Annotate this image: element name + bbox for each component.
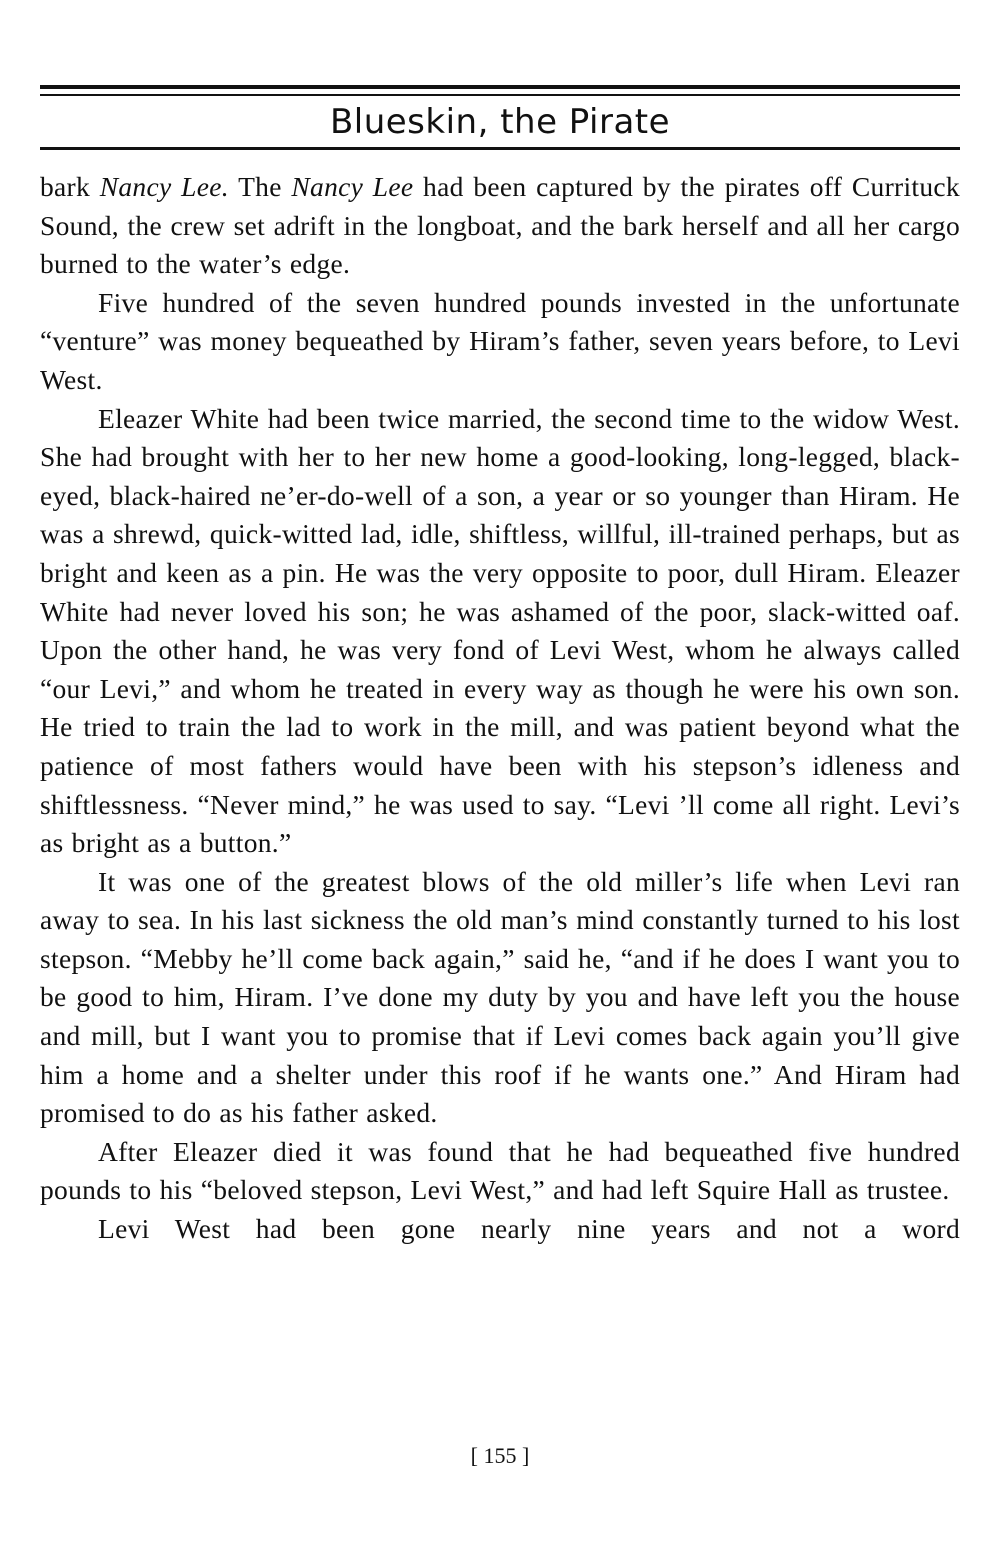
title-rule xyxy=(40,147,960,150)
ship-name-italic-2: Nancy Lee xyxy=(291,171,414,202)
paragraph-1-end: had been captured by the pirates off Currituck Sound, the crew set adrift in the longboat, and the bark herself and all her cargo burned to the water’s edge. xyxy=(40,171,960,280)
paragraph-6: Levi West had been gone nearly nine years and not a word xyxy=(98,1213,960,1245)
book-page xyxy=(40,0,960,1563)
header-rule-thick xyxy=(40,85,960,89)
paragraph-5: After Eleazer died it was found that he had bequeathed five hundred pounds to his “beloved stepson, Levi West,” and had left Squire Hall as trustee. xyxy=(40,1135,960,1206)
body-text xyxy=(40,168,960,1249)
paragraph-2: Five hundred of the seven hundred pounds invested in the unfortunate “venture” was money bequeathed by Hiram’s father, seven years before, to Levi West. xyxy=(40,286,960,395)
paragraph-1-mid: The xyxy=(228,171,292,202)
header-rule-thin xyxy=(40,94,960,96)
page-number: [ 155 ] xyxy=(470,1443,530,1468)
ship-name-italic: Nancy Lee. xyxy=(99,171,229,202)
paragraph-4: It was one of the greatest blows of the old miller’s life when Levi ran away to sea. In his last sickness the old man’s mind constantly turned to his lost stepson. “Mebby he’ll come back again,” said he, “and if he does I want you to be good to him, Hiram. I’ve done my duty by you and have left you the house and mill, but I want you to promise that if Levi comes back again you’ll give him a home and a shelter under this roof if he wants one.” And Hiram had promised to do as his father asked. xyxy=(40,865,960,1129)
running-title: Blueskin, the Pirate xyxy=(329,102,671,142)
paragraph-3: Eleazer White had been twice married, the second time to the widow West. She had brought with her to her new home a good-looking, long-legged, black-eyed, black-haired ne’er-do-well of a son, a year or so younger than Hiram. He was a shrewd, quick-witted lad, idle, shiftless, willful, ill-trained perhaps, but as bright and keen as a pin. He was the very opposite to poor, dull Hiram. Eleazer White had never loved his son; he was ashamed of the poor, slack-witted oaf. Upon the other hand, he was very fond of Levi West, whom he always called “our Levi,” and whom he treated in every way as though he were his own son. He tried to train the lad to work in the mill, and was patient beyond what the patience of most fathers would have been with his stepson’s idleness and shiftlessness. “Never mind,” he was used to say. “Levi ’ll come all right. Levi’s as bright as a button.” xyxy=(40,402,960,859)
paragraph-1 xyxy=(40,168,960,284)
paragraph-1-start: bark xyxy=(40,171,100,202)
